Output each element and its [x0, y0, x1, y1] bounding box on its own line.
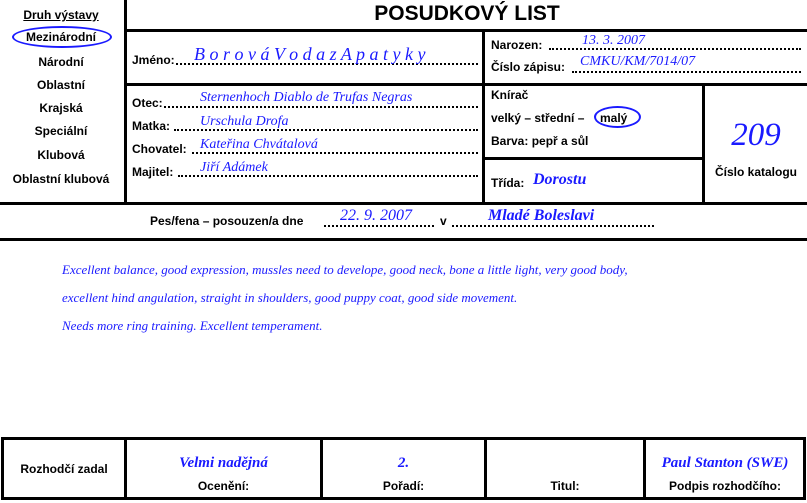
- dog-name-value[interactable]: B o r o v á V o d a z A p a t y k y: [194, 44, 426, 64]
- name-label: Jméno:: [132, 53, 175, 67]
- divider-under-header: [0, 202, 807, 205]
- dam-value[interactable]: Urschula Drofa: [200, 114, 289, 129]
- breed-label: Knírač: [491, 88, 529, 102]
- owner-label: Majitel:: [132, 165, 174, 179]
- divider-col-born: [482, 29, 485, 205]
- born-value[interactable]: 13. 3. 2007: [582, 33, 645, 48]
- registration-value[interactable]: CMKU/KM/7014/07: [580, 54, 696, 69]
- award-value[interactable]: Velmi nadějná: [179, 455, 268, 471]
- place-value[interactable]: Mladé Boleslavi: [488, 207, 595, 224]
- size-selected[interactable]: malý: [600, 111, 628, 125]
- color-label: Barva: pepř a sůl: [491, 134, 589, 148]
- size-options: velký – střední –: [491, 111, 585, 125]
- born-label: Narozen:: [491, 38, 543, 52]
- breeder-value[interactable]: Kateřina Chvátalová: [200, 137, 318, 152]
- divider-above-class: [482, 157, 705, 160]
- title-label: Titul:: [550, 479, 580, 493]
- comment-line-3[interactable]: Needs more ring training. Excellent temperament.: [62, 318, 323, 333]
- show-type-heading: Druh výstavy: [23, 8, 99, 22]
- show-type-regional[interactable]: Oblastní: [36, 78, 85, 92]
- judge-signature-value[interactable]: Paul Stanton (SWE): [661, 455, 789, 471]
- show-type-club[interactable]: Klubová: [37, 148, 85, 162]
- judged-date-value[interactable]: 22. 9. 2007: [340, 207, 412, 224]
- show-type-special[interactable]: Speciální: [34, 124, 88, 138]
- judged-label: Pes/fena – posouzen/a dne: [150, 214, 304, 228]
- placing-value[interactable]: 2.: [397, 455, 410, 471]
- show-type-regional-club[interactable]: Oblastní klubová: [12, 172, 110, 186]
- divider-above-comments: [0, 238, 807, 241]
- owner-value[interactable]: Jiří Adámek: [200, 160, 268, 175]
- date-dotted-line: [324, 225, 434, 227]
- catalog-number-label: Číslo katalogu: [714, 165, 797, 179]
- judge-signature-label: Podpis rozhodčího:: [669, 479, 781, 493]
- place-dotted-line: [452, 225, 654, 227]
- class-value[interactable]: Dorostu: [533, 171, 587, 188]
- sire-dotted-line: [164, 106, 478, 108]
- breeder-label: Chovatel:: [132, 142, 187, 156]
- class-label: Třída:: [491, 176, 525, 190]
- divider-under-title: [124, 29, 807, 32]
- dam-label: Matka:: [132, 119, 171, 133]
- comment-line-2[interactable]: excellent hind angulation, straight in shoulders, good puppy coat, good side movement.: [62, 290, 518, 305]
- show-type-county[interactable]: Krajská: [39, 101, 83, 115]
- sire-value[interactable]: Sternenhoch Diablo de Trufas Negras: [200, 90, 413, 105]
- show-type-national[interactable]: Národní: [38, 55, 84, 69]
- place-label: v: [440, 214, 447, 228]
- sire-label: Otec:: [132, 96, 163, 110]
- catalog-number-value[interactable]: 209: [731, 117, 781, 153]
- registration-label: Číslo zápisu:: [491, 60, 566, 74]
- form-title: POSUDKOVÝ LIST: [374, 2, 560, 25]
- show-type-international[interactable]: Mezinárodní: [25, 30, 96, 44]
- award-label: Ocenění:: [197, 479, 250, 493]
- placing-label: Pořadí:: [382, 479, 425, 493]
- judge-rated-label: Rozhodčí zadal: [20, 462, 108, 476]
- registration-dotted-line: [572, 71, 801, 73]
- comment-line-1[interactable]: Excellent balance, good expression, mussles need to develope, good neck, bone a little light, very good body,: [62, 262, 628, 277]
